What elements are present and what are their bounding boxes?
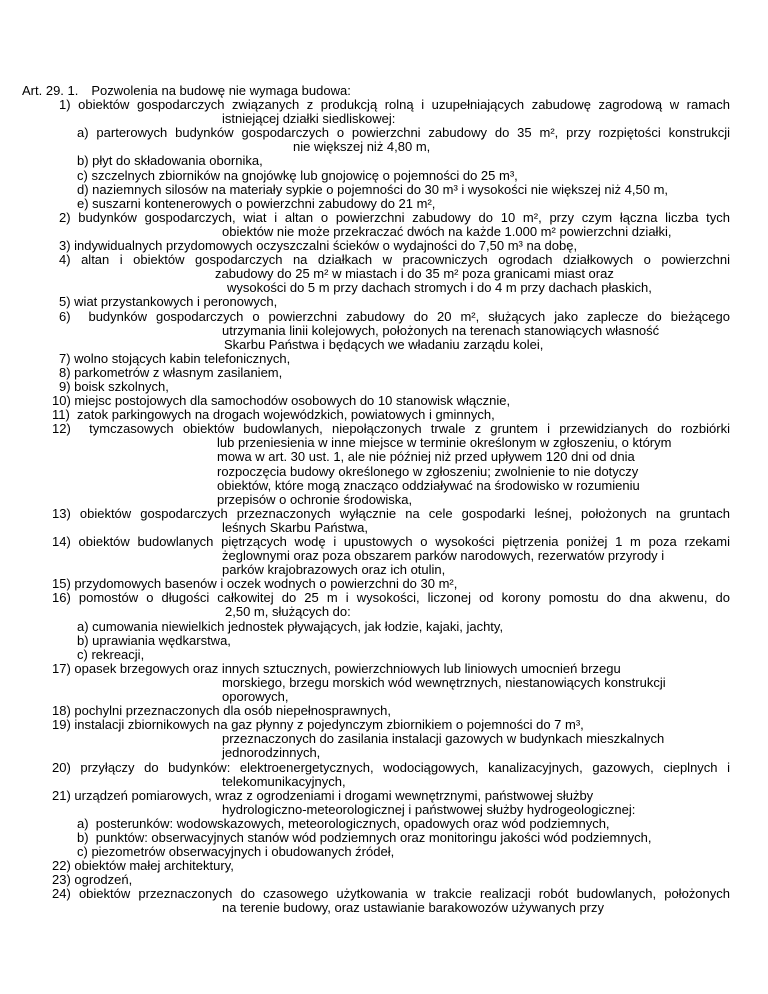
text-line: b) punktów: obserwacyjnych stanów wód podziemnych oraz monitoringu jakości wód podziemnych, (77, 829, 652, 845)
text-line: c) szczelnych zbiorników na gnojówkę lub gnojowicę o pojemności do 25 m³, (77, 167, 518, 183)
text-line: mowa w art. 30 ust. 1, ale nie później niż przed upływem 120 dni od dnia (217, 449, 635, 465)
text-line: 1) obiektów gospodarczych związanych z produkcją rolną i uzupełniających zabudowę zagrodową w ramach (59, 97, 730, 113)
text-line: 2) budynków gospodarczych, wiat i altan o powierzchni zabudowy do 10 m², przy czym łączna liczba tych (59, 209, 730, 225)
text-line: morskiego, brzegu morskich wód wewnętrznych, niestanowiących konstrukcji (222, 674, 666, 690)
text-line: c) piezometrów obserwacyjnych i obudowanych źródeł, (77, 844, 395, 860)
text-line: zabudowy do 25 m² w miastach i do 35 m² poza granicami miast oraz (215, 266, 614, 282)
text-line: a) posterunków: wodowskazowych, meteorologicznych, opadowych oraz wód podziemnych, (77, 815, 610, 831)
text-line: 13) obiektów gospodarczych przeznaczonych wyłącznie na cele gospodarki leśnej, położonych na gruntach (52, 505, 730, 521)
text-line: 15) przydomowych basenów i oczek wodnych o powierzchni do 30 m², (52, 576, 458, 592)
text-line: 20) przyłączy do budynków: elektroenergetycznych, wodociągowych, kanalizacyjnych, gazowych, cieplnych i (52, 759, 730, 775)
text-line: parków krajobrazowych oraz ich otulin, (222, 562, 446, 578)
text-line: 17) opasek brzegowych oraz innych sztucznych, powierzchniowych lub liniowych umocnień brzegu (52, 660, 621, 676)
text-line: b) płyt do składowania obornika, (77, 153, 263, 169)
text-line: a) parterowych budynków gospodarczych o powierzchni zabudowy do 35 m², przy rozpiętości konstrukcji (77, 125, 730, 141)
text-line: utrzymania linii kolejowych, położonych na terenach stanowiących własność (222, 322, 660, 338)
text-line: Skarbu Państwa i będących we władaniu zarządu kolei, (224, 336, 544, 352)
text-line: przeznaczonych do zasilania instalacji gazowych w budynkach mieszkalnych (222, 731, 665, 747)
text-line: 19) instalacji zbiornikowych na gaz płynny z pojedynczym zbiornikiem o pojemności do 7 m³, (52, 717, 584, 733)
text-line: e) suszarni kontenerowych o powierzchni zabudowy do 21 m², (77, 195, 436, 211)
text-line: c) rekreacji, (77, 646, 145, 662)
article-number: Art. 29. 1. (22, 83, 79, 98)
text-line: 7) wolno stojących kabin telefonicznych, (59, 350, 291, 366)
text-line: 5) wiat przystankowych i peronowych, (59, 294, 278, 310)
text-line: 9) boisk szkolnych, (59, 378, 169, 394)
text-line: d) naziemnych silosów na materiały sypkie o pojemności do 30 m³ i wysokości nie większej niż 4,50 m, (77, 181, 669, 197)
text-line: żeglownymi oraz poza obszarem parków narodowych, rezerwatów przyrody i (222, 548, 665, 564)
text-line: nie większej niż 4,80 m, (293, 139, 431, 155)
text-line: 12) tymczasowych obiektów budowlanych, niepołączonych trwale z gruntem i przewidzianych do rozbiórki (52, 421, 730, 437)
article-body (0, 98, 768, 915)
text-line: leśnych Skarbu Państwa, (222, 519, 368, 535)
text-line: obiektów, które mogą znacząco oddziaływać na środowisko w rozumieniu (217, 477, 640, 493)
text-line: 10) miejsc postojowych dla samochodów osobowych do 10 stanowisk włącznie, (52, 393, 511, 409)
text-line: 21) urządzeń pomiarowych, wraz z ogrodzeniami i drogami wewnętrznymi, państwowej służby (52, 787, 594, 803)
text-line: przepisów o ochronie środowiska, (217, 491, 413, 507)
text-line: a) cumowania niewielkich jednostek pływających, jak łodzie, kajaki, jachty, (77, 618, 504, 634)
article-title: Pozwolenia na budowę nie wymaga budowa: (91, 83, 351, 98)
text-line: lub przeniesienia w inne miejsce w terminie określonym w zgłoszeniu, o którym (217, 435, 672, 451)
text-line: oporowych, (222, 689, 289, 705)
text-line: jednorodzinnych, (222, 745, 321, 761)
text-line: 24) obiektów przeznaczonych do czasowego użytkowania w trakcie realizacji robót budowlanych, położonych (52, 886, 730, 902)
text-line: hydrologiczno-meteorologicznej i państwowej służby hydrogeologicznej: (222, 801, 636, 817)
text-line: 11) zatok parkingowych na drogach wojewódzkich, powiatowych i gminnych, (52, 407, 495, 423)
text-line: 16) pomostów o długości całkowitej do 25 m i wysokości, liczonej od korony pomostu do dna akwenu, do (52, 590, 730, 606)
text-line: telekomunikacyjnych, (222, 773, 346, 789)
text-line: obiektów nie może przekraczać dwóch na każde 1.000 m² powierzchni działki, (222, 223, 672, 239)
text-line: 23) ogrodzeń, (52, 872, 133, 888)
text-line: wysokości do 5 m przy dachach stromych i do 4 m przy dachach płaskich, (227, 280, 652, 296)
text-line: na terenie budowy, oraz ustawianie barakowozów używanych przy (222, 900, 605, 916)
article-heading (22, 84, 768, 98)
text-line: 18) pochylni przeznaczonych dla osób niepełnosprawnych, (52, 703, 391, 719)
text-line: b) uprawiania wędkarstwa, (77, 632, 231, 648)
text-line: 14) obiektów budowlanych piętrzących wodę i upustowych o wysokości piętrzenia poniżej 1 m poza rzekami (52, 534, 730, 549)
text-line: istniejącej działki siedliskowej: (222, 111, 396, 127)
text-line: 4) altan i obiektów gospodarczych na działkach w pracowniczych ogrodach działkowych o powierzchni (59, 252, 730, 268)
text-line: 22) obiektów małej architektury, (52, 858, 234, 874)
text-line: 6) budynków gospodarczych o powierzchni zabudowy do 20 m², służących jako zaplecze do bieżącego (59, 308, 730, 324)
text-line: 3) indywidualnych przydomowych oczyszczalni ścieków o wydajności do 7,50 m³ na dobę, (59, 238, 578, 254)
text-line: 8) parkometrów z własnym zasilaniem, (59, 364, 283, 380)
text-line: rozpoczęcia budowy określonego w zgłoszeniu; zwolnienie to nie dotyczy (217, 463, 639, 479)
text-line: 2,50 m, służących do: (225, 604, 351, 620)
